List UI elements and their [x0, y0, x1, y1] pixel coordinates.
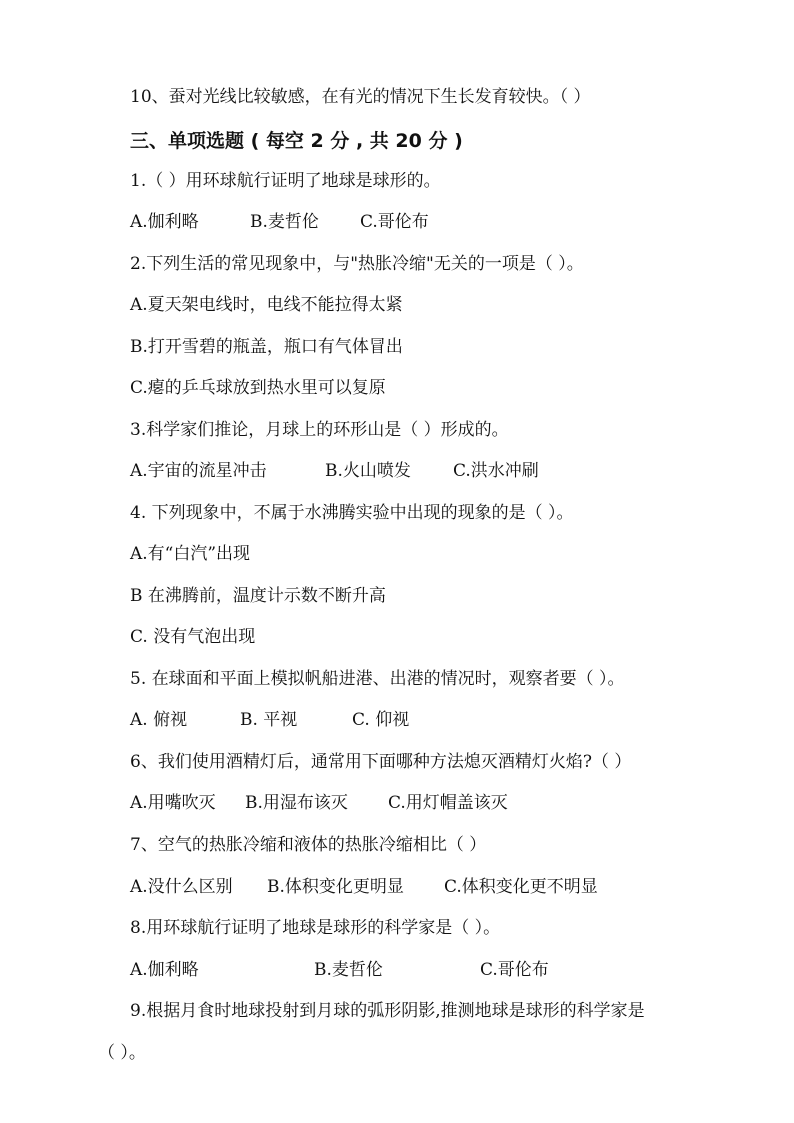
question-1: 1.（ ）用环球航行证明了地球是球形的。 [130, 171, 441, 191]
question-2-option-a: A.夏天架电线时，电线不能拉得太紧 [130, 295, 403, 315]
question-8: 8.用环球航行证明了地球是球形的科学家是（ ）。 [130, 918, 501, 938]
question-5: 5. 在球面和平面上模拟帆船进港、出港的情况时，观察者要（ ）。 [130, 669, 625, 689]
question-4-option-c: C. 没有气泡出现 [130, 627, 256, 647]
option-a: A.用嘴吹灭 [130, 793, 216, 813]
option-a: A.伽利略 [130, 960, 199, 980]
question-2: 2.下列生活的常见现象中，与"热胀冷缩"无关的一项是（ ）。 [130, 254, 584, 274]
question-9-answer-blank: （ ）。 [98, 1043, 146, 1063]
option-c: C.哥伦布 [360, 212, 429, 232]
option-b: B.麦哲伦 [250, 212, 319, 232]
option-b: B.用湿布该灭 [245, 793, 348, 813]
option-c: C.体积变化更不明显 [444, 877, 598, 897]
question-3: 3.科学家们推论，月球上的环形山是（ ）形成的。 [130, 420, 509, 440]
question-4: 4. 下列现象中，不属于水沸腾实验中出现的现象的是（ ）。 [130, 503, 574, 523]
question-7: 7、空气的热胀冷缩和液体的热胀冷缩相比（ ） [130, 835, 487, 855]
option-b: B.火山喷发 [325, 461, 411, 481]
question-2-option-b: B.打开雪碧的瓶盖，瓶口有气体冒出 [130, 337, 403, 357]
question-2-option-c: C.瘪的乒乓球放到热水里可以复原 [130, 378, 386, 398]
option-a: A. 俯视 [130, 710, 188, 730]
option-a: A.宇宙的流星冲击 [130, 461, 267, 481]
question-10-true-false: 10、蚕对光线比较敏感，在有光的情况下生长发育较快。（ ） [130, 87, 591, 107]
question-4-option-b: B 在沸腾前，温度计示数不断升高 [130, 586, 386, 606]
option-c: C.用灯帽盖该灭 [388, 793, 508, 813]
option-a: A.没什么区别 [130, 877, 233, 897]
section-3-title: 三、单项选题 ( 每空 2 分 , 共 20 分 ) [130, 130, 463, 152]
option-b: B. 平视 [240, 710, 298, 730]
option-a: A.伽利略 [130, 212, 199, 232]
option-c: C.哥伦布 [480, 960, 549, 980]
question-6: 6、我们使用酒精灯后，通常用下面哪种方法熄灭酒精灯火焰?（ ） [130, 752, 632, 772]
option-b: B.体积变化更明显 [267, 877, 404, 897]
question-9: 9.根据月食时地球投射到月球的弧形阴影,推测地球是球形的科学家是 [130, 1001, 645, 1021]
option-b: B.麦哲伦 [314, 960, 383, 980]
option-c: C.洪水冲刷 [453, 461, 539, 481]
question-4-option-a: A.有“白汽”出现 [130, 544, 251, 564]
option-c: C. 仰视 [352, 710, 410, 730]
